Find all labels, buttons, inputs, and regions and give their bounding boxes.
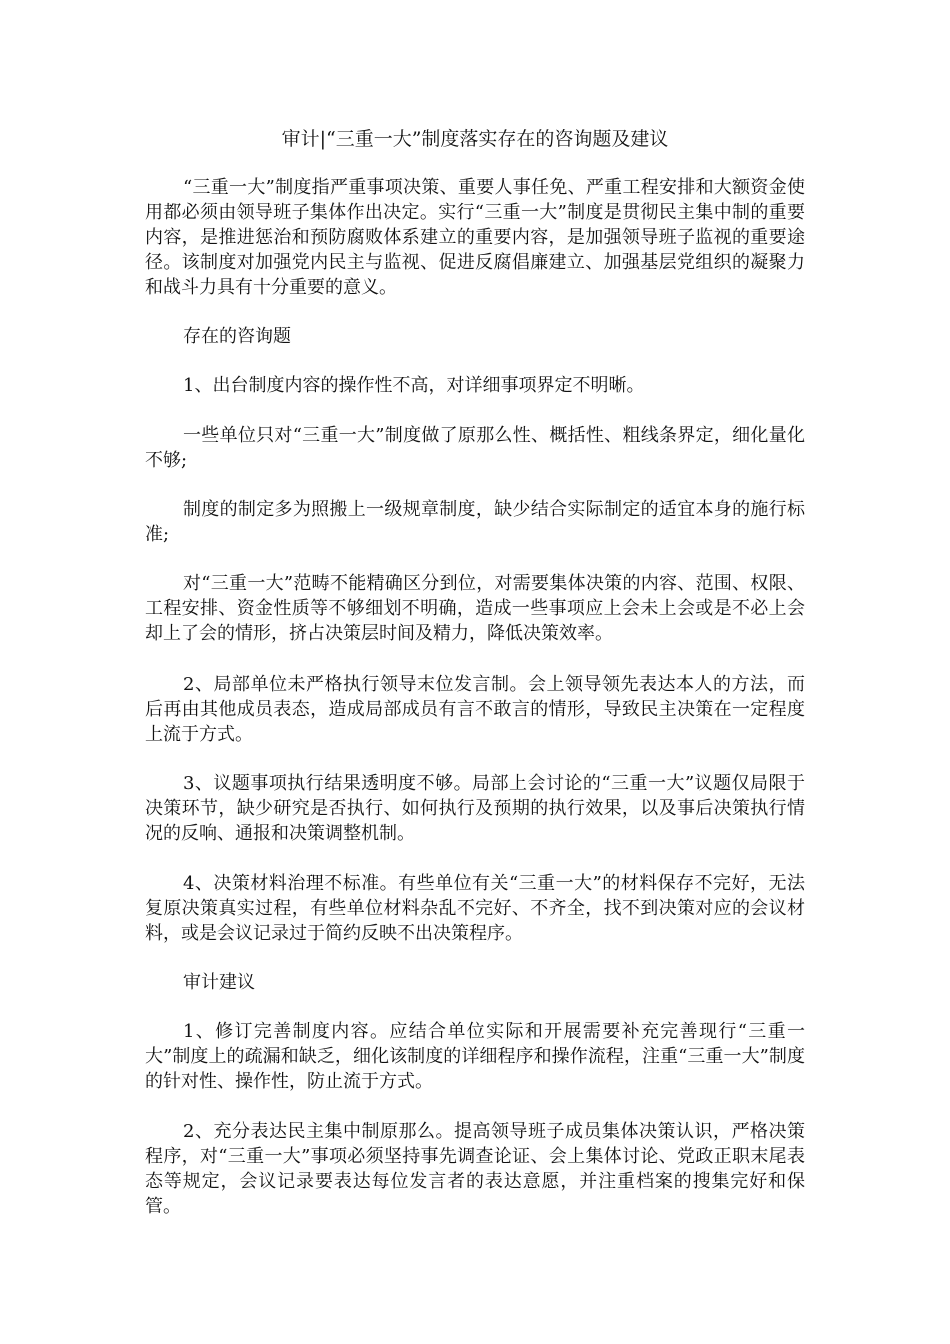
section-heading-problems: 存在的咨询题	[183, 326, 291, 347]
suggestion-1-paragraph: 1、修订完善制度内容。应结合单位实际和开展需要补充完善现行“三重一大”制度上的疏漏和缺乏，细化该制度的详细程序和操作流程，注重“三重一大”制度的针对性、操作性，防止流于方式。	[145, 1021, 805, 1092]
problem-1-paragraph: 1、出台制度内容的操作性不高，对详细事项界定不明晰。	[183, 375, 645, 396]
section-heading-suggestions: 审计建议	[183, 972, 255, 993]
problem-1a-paragraph: 一些单位只对“三重一大”制度做了原那么性、概括性、粗线条界定，细化量化不够;	[145, 425, 805, 471]
suggestion-2-paragraph: 2、充分表达民主集中制原那么。提高领导班子成员集体决策认识，严格决策程序，对“三重一大”事项必须坚持事先调查论证、会上集体讨论、党政正职末尾表态等规定，会议记录要表达每位发言者的表达意愿，并注重档案的搜集完好和保管。	[145, 1121, 805, 1217]
document-title: 审计|“三重一大”制度落实存在的咨询题及建议	[281, 128, 669, 150]
problem-1b-paragraph: 制度的制定多为照搬上一级规章制度，缺少结合实际制定的适宜本身的施行标准;	[145, 499, 805, 545]
problem-1c-paragraph: 对“三重一大”范畴不能精确区分到位，对需要集体决策的内容、范围、权限、工程安排、资金性质等不够细划不明确，造成一些事项应上会未上会或是不必上会却上了会的情形，挤占决策层时间及精力，降低决策效率。	[145, 573, 805, 644]
problem-2-paragraph: 2、局部单位未严格执行领导末位发言制。会上领导领先表达本人的方法，而后再由其他成员表态，造成局部成员有言不敢言的情形，导致民主决策在一定程度上流于方式。	[145, 674, 805, 745]
problem-3-paragraph: 3、议题事项执行结果透明度不够。局部上会讨论的“三重一大”议题仅局限于决策环节，缺少研究是否执行、如何执行及预期的执行效果，以及事后决策执行情况的反响、通报和决策调整机制。	[145, 773, 805, 844]
intro-paragraph: “三重一大”制度指严重事项决策、重要人事任免、严重工程安排和大额资金使用都必须由领导班子集体作出决定。实行“三重一大”制度是贯彻民主集中制的重要内容，是推进惩治和预防腐败体系建立的重要内容，是加强领导班子监视的重要途径。该制度对加强党内民主与监视、促进反腐倡廉建立、加强基层党组织的凝聚力和战斗力具有十分重要的意义。	[145, 177, 805, 298]
problem-4-paragraph: 4、决策材料治理不标准。有些单位有关“三重一大”的材料保存不完好，无法复原决策真实过程，有些单位材料杂乱不完好、不齐全，找不到决策对应的会议材料，或是会议记录过于简约反映不出决策程序。	[145, 873, 805, 944]
